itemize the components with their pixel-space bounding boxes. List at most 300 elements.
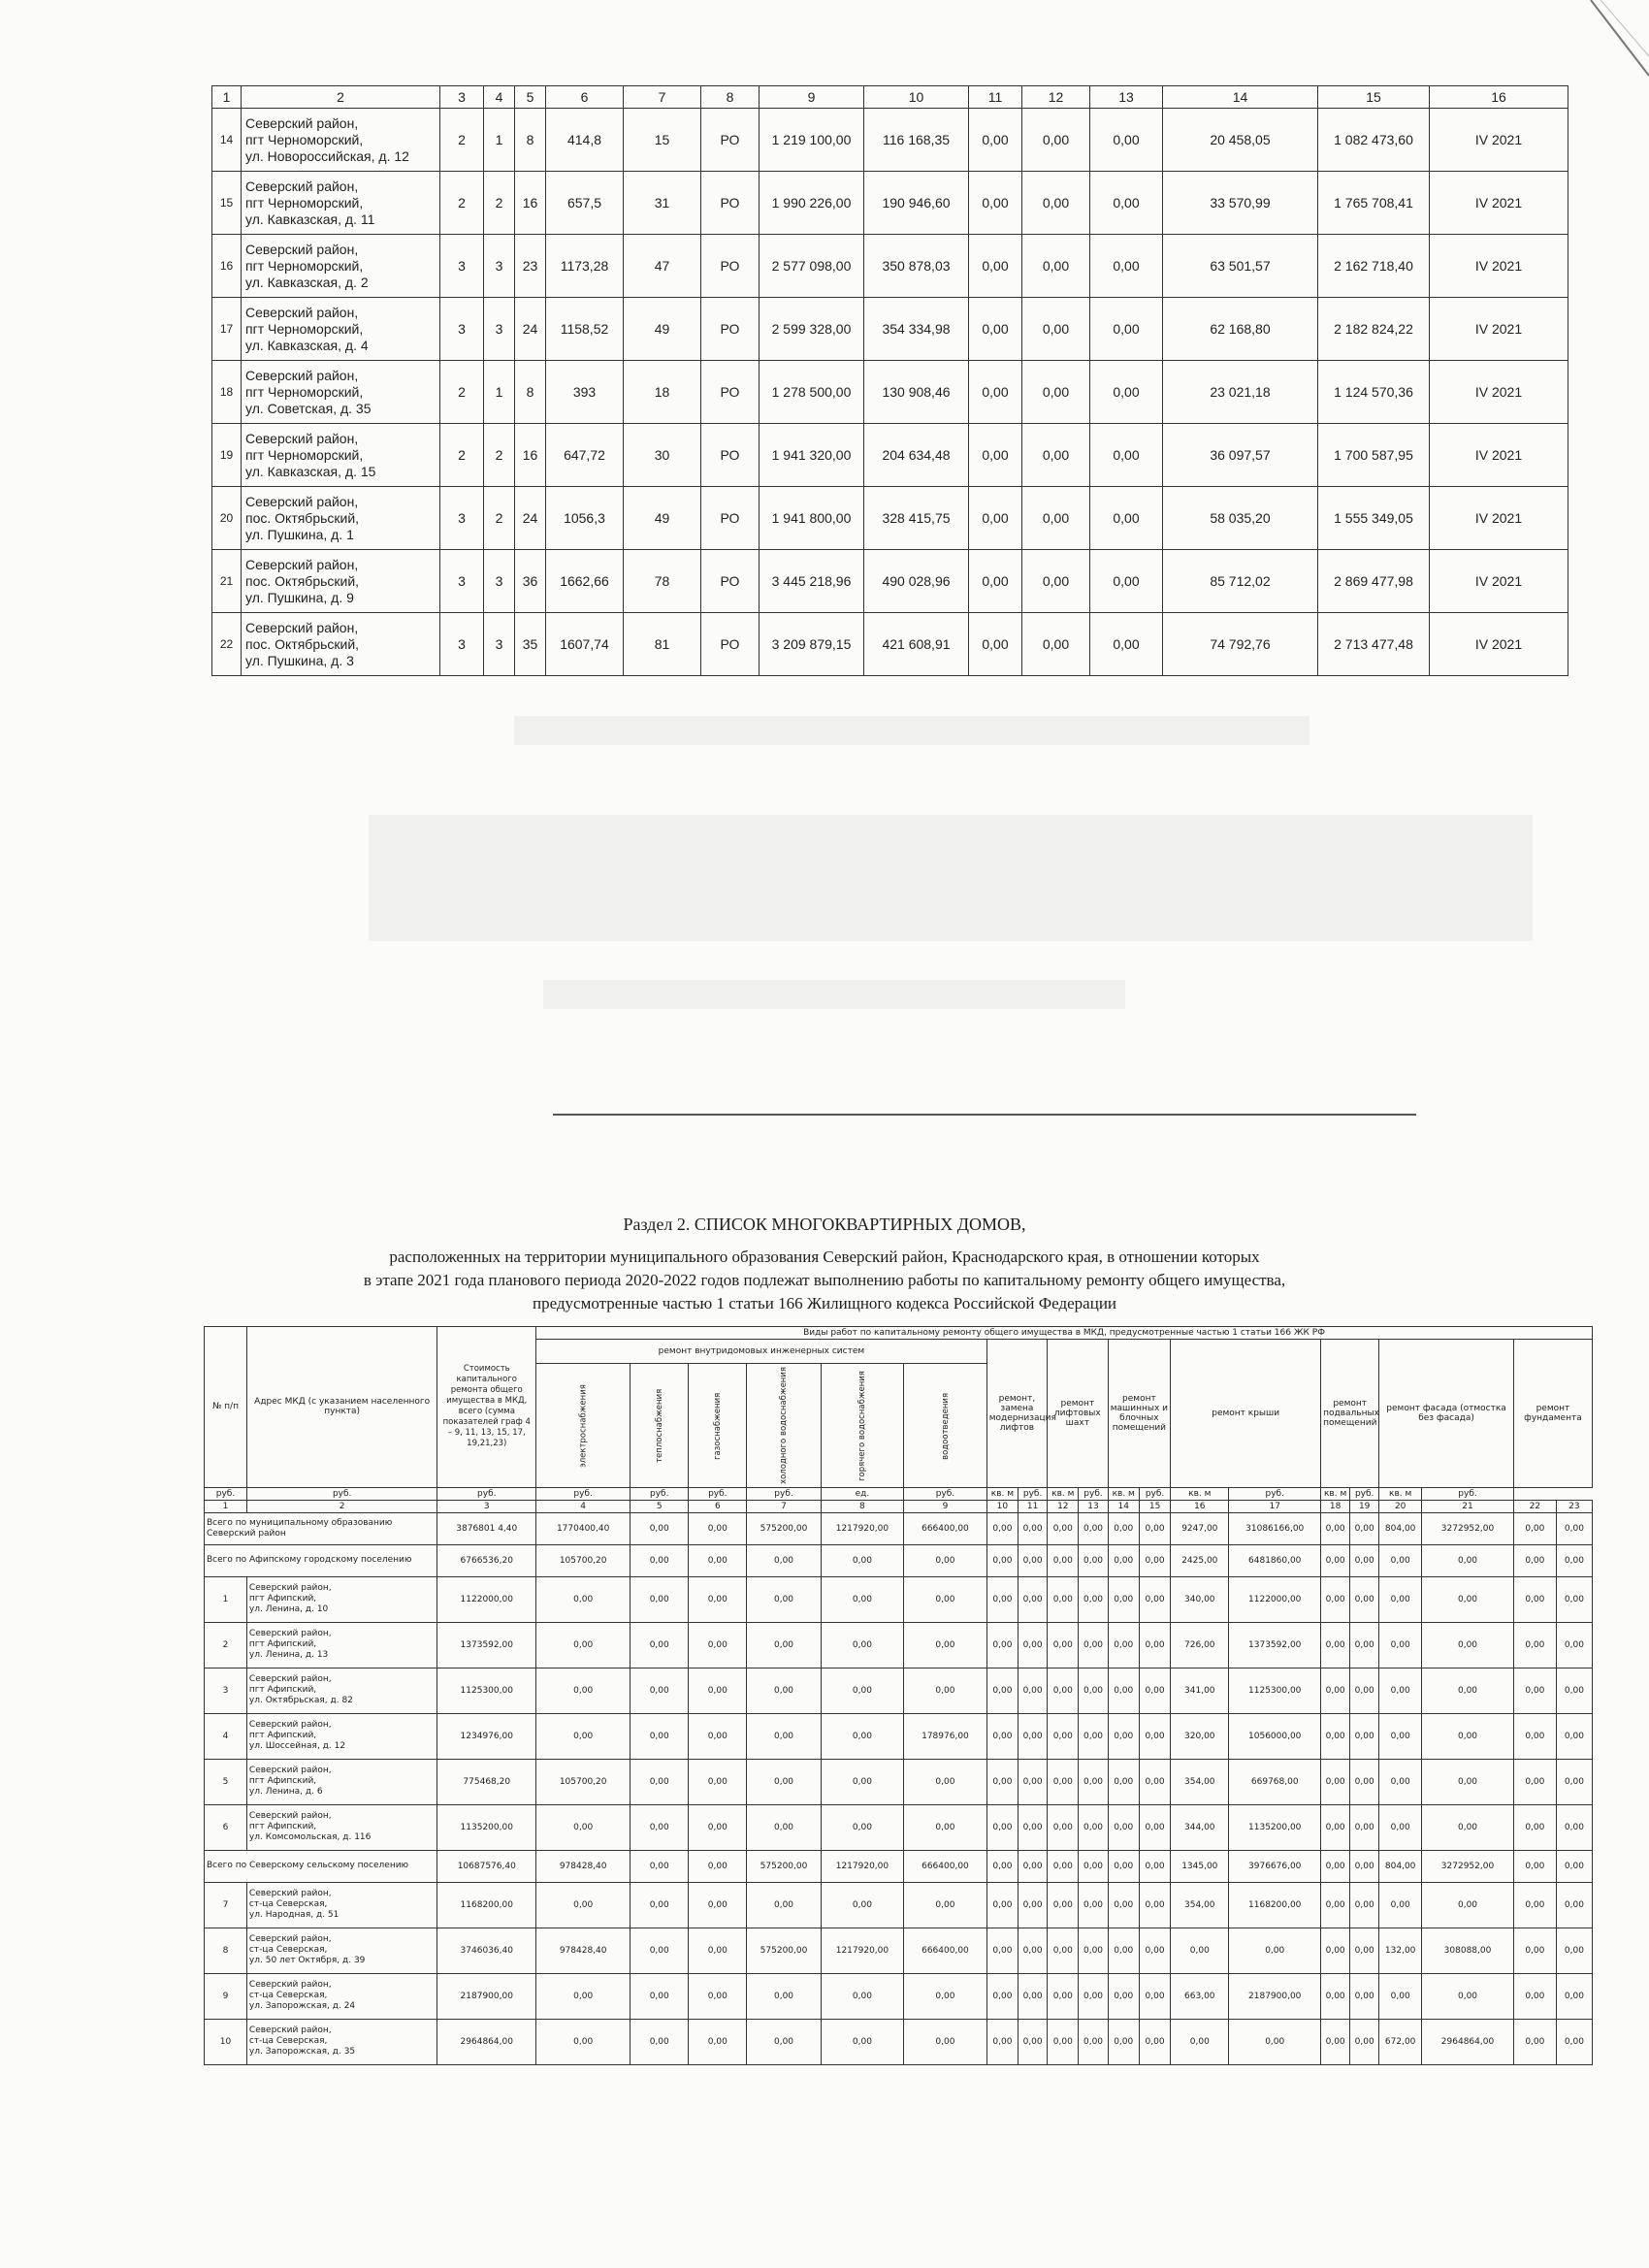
value-cell: 1217920,00 bbox=[821, 1512, 904, 1544]
address-line: пгт Афипский, bbox=[248, 1822, 317, 1832]
column-number: 11 bbox=[969, 86, 1022, 109]
column-number: 16 bbox=[1171, 1500, 1229, 1512]
column-number: 6 bbox=[546, 86, 624, 109]
value-cell: 0,00 bbox=[1556, 1713, 1592, 1759]
value-cell: 320,00 bbox=[1171, 1713, 1229, 1759]
value-cell: 0,00 bbox=[1513, 1882, 1556, 1928]
value-cell: 0,00 bbox=[747, 1882, 821, 1928]
address-line: Северский район, bbox=[245, 619, 359, 635]
value-cell: 3 bbox=[440, 550, 484, 613]
value-cell: 0,00 bbox=[821, 1713, 904, 1759]
value-cell: 20 458,05 bbox=[1163, 109, 1318, 172]
address-line: ул. Народная, д. 51 bbox=[248, 1910, 340, 1921]
unit-cell: кв. м bbox=[1108, 1487, 1139, 1500]
value-cell: 666400,00 bbox=[904, 1928, 987, 1973]
value-cell: 0,00 bbox=[1108, 1804, 1139, 1850]
col-header-roof: ремонт крыши bbox=[1171, 1340, 1321, 1488]
column-number: 3 bbox=[440, 86, 484, 109]
column-number: 14 bbox=[1108, 1500, 1139, 1512]
value-cell: РО bbox=[701, 613, 760, 676]
value-cell: 0,00 bbox=[1556, 1882, 1592, 1928]
value-cell: 0,00 bbox=[1556, 1759, 1592, 1804]
unit-cell: руб. bbox=[747, 1487, 821, 1500]
address-line: ул. Ленина, д. 13 bbox=[248, 1650, 329, 1661]
value-cell: 3 bbox=[440, 613, 484, 676]
column-number-row bbox=[205, 1500, 1593, 1512]
value-cell: 63 501,57 bbox=[1163, 235, 1318, 298]
value-cell: 0,00 bbox=[689, 1668, 747, 1713]
value-cell: 0,00 bbox=[1022, 109, 1090, 172]
row-number: 7 bbox=[205, 1882, 247, 1928]
value-cell: 0,00 bbox=[1018, 1668, 1048, 1713]
value-cell: 0,00 bbox=[1108, 1512, 1139, 1544]
value-cell: 0,00 bbox=[1108, 1544, 1139, 1576]
value-cell: 0,00 bbox=[969, 613, 1022, 676]
faded-ghost-text bbox=[514, 716, 1310, 745]
col-header-cold-water: холодного водоснабжения bbox=[747, 1364, 821, 1488]
value-cell: 2187900,00 bbox=[437, 1973, 536, 2019]
value-cell: 0,00 bbox=[821, 1882, 904, 1928]
value-cell: 669768,00 bbox=[1229, 1759, 1321, 1804]
value-cell: 0,00 bbox=[689, 1544, 747, 1576]
address-cell bbox=[242, 613, 440, 676]
value-cell: 0,00 bbox=[1513, 1973, 1556, 2019]
address-line: пгт Черноморский, bbox=[245, 320, 364, 337]
column-number: 6 bbox=[689, 1500, 747, 1512]
address-cell bbox=[246, 1804, 436, 1850]
column-number: 2 bbox=[242, 86, 440, 109]
address-line: Северский район, bbox=[248, 1766, 332, 1776]
row-number: 2 bbox=[205, 1622, 247, 1668]
value-cell: 0,00 bbox=[689, 1576, 747, 1622]
col-header-gas: газоснабжения bbox=[689, 1364, 747, 1488]
value-cell: IV 2021 bbox=[1430, 550, 1568, 613]
value-cell: 0,00 bbox=[1422, 1804, 1514, 1850]
value-cell: 0,00 bbox=[1022, 298, 1090, 361]
col-header-machine-rooms: ремонт машинных и блочных помещений bbox=[1108, 1340, 1171, 1488]
value-cell: 0,00 bbox=[1422, 1713, 1514, 1759]
value-cell: 0,00 bbox=[747, 1759, 821, 1804]
address-line: пгт Черноморский, bbox=[245, 446, 364, 463]
value-cell: 575200,00 bbox=[747, 1850, 821, 1882]
value-cell: 0,00 bbox=[986, 1973, 1018, 2019]
col-header-shafts: ремонт лифтовых шахт bbox=[1048, 1340, 1108, 1488]
table-row bbox=[205, 1928, 1593, 1973]
value-cell: 0,00 bbox=[1350, 1512, 1379, 1544]
value-cell: 0,00 bbox=[1229, 2019, 1321, 2064]
value-cell: 0,00 bbox=[689, 1713, 747, 1759]
value-cell: 0,00 bbox=[1108, 1576, 1139, 1622]
address-line: Северский район, bbox=[245, 430, 359, 446]
value-cell: 1217920,00 bbox=[821, 1850, 904, 1882]
unit-cell: руб. bbox=[1350, 1487, 1379, 1500]
unit-cell: ед. bbox=[821, 1487, 904, 1500]
value-cell: 0,00 bbox=[1139, 1804, 1170, 1850]
column-number: 9 bbox=[904, 1500, 987, 1512]
value-cell: 0,00 bbox=[969, 550, 1022, 613]
row-number: 21 bbox=[212, 550, 242, 613]
value-cell: 0,00 bbox=[904, 1544, 987, 1576]
value-cell: 0,00 bbox=[821, 1668, 904, 1713]
value-cell: 0,00 bbox=[1108, 1973, 1139, 2019]
value-cell: 0,00 bbox=[1048, 1759, 1079, 1804]
value-cell: 0,00 bbox=[1139, 1668, 1170, 1713]
address-line: пос. Октябрьский, bbox=[245, 635, 360, 652]
value-cell: 0,00 bbox=[986, 1882, 1018, 1928]
row-number: 18 bbox=[212, 361, 242, 424]
table-row bbox=[212, 235, 1568, 298]
value-cell: 0,00 bbox=[969, 172, 1022, 235]
value-cell: 0,00 bbox=[1556, 1928, 1592, 1973]
value-cell: 0,00 bbox=[1350, 1576, 1379, 1622]
value-cell: 0,00 bbox=[536, 1882, 630, 1928]
value-cell: 0,00 bbox=[1079, 1668, 1108, 1713]
value-cell: 3 445 218,96 bbox=[760, 550, 864, 613]
value-cell: 1135200,00 bbox=[1229, 1804, 1321, 1850]
value-cell: 0,00 bbox=[747, 1804, 821, 1850]
value-cell: 1 124 570,36 bbox=[1318, 361, 1430, 424]
unit-cell: руб. bbox=[205, 1487, 247, 1500]
column-number: 3 bbox=[437, 1500, 536, 1512]
value-cell: 0,00 bbox=[536, 1576, 630, 1622]
address-cell bbox=[246, 2019, 436, 2064]
value-cell: 804,00 bbox=[1379, 1512, 1422, 1544]
value-cell: 0,00 bbox=[1079, 1622, 1108, 1668]
value-cell: 0,00 bbox=[1079, 1759, 1108, 1804]
address-cell bbox=[246, 1576, 436, 1622]
value-cell: 0,00 bbox=[1513, 1512, 1556, 1544]
value-cell: 0,00 bbox=[1108, 2019, 1139, 2064]
value-cell: 0,00 bbox=[821, 1973, 904, 2019]
address-cell bbox=[246, 1668, 436, 1713]
value-cell: 0,00 bbox=[1513, 1576, 1556, 1622]
value-cell: 1056000,00 bbox=[1229, 1713, 1321, 1759]
row-number: 14 bbox=[212, 109, 242, 172]
value-cell: 0,00 bbox=[689, 1622, 747, 1668]
value-cell: 3 bbox=[440, 487, 484, 550]
value-cell: 0,00 bbox=[630, 1512, 689, 1544]
subtotal-label: Всего по муниципальному образованию Северский район bbox=[205, 1512, 437, 1544]
value-cell: 0,00 bbox=[1139, 1850, 1170, 1882]
value-cell: 0,00 bbox=[1350, 1804, 1379, 1850]
faded-ghost-text bbox=[369, 815, 1533, 941]
column-number: 13 bbox=[1090, 86, 1163, 109]
value-cell: IV 2021 bbox=[1430, 109, 1568, 172]
value-cell: РО bbox=[701, 424, 760, 487]
value-cell: 0,00 bbox=[630, 1804, 689, 1850]
column-number: 10 bbox=[986, 1500, 1018, 1512]
value-cell: 666400,00 bbox=[904, 1512, 987, 1544]
address-line: ст-ца Северская, bbox=[248, 2036, 328, 2047]
address-line: пгт Афипский, bbox=[248, 1731, 317, 1741]
value-cell: РО bbox=[701, 361, 760, 424]
value-cell: 2425,00 bbox=[1171, 1544, 1229, 1576]
value-cell: 58 035,20 bbox=[1163, 487, 1318, 550]
value-cell: 0,00 bbox=[1139, 1882, 1170, 1928]
subtotal-label: Всего по Северскому сельскому поселению bbox=[205, 1850, 437, 1882]
value-cell: 0,00 bbox=[1079, 1850, 1108, 1882]
column-number: 9 bbox=[760, 86, 864, 109]
value-cell: 0,00 bbox=[1350, 1973, 1379, 2019]
value-cell: 2 bbox=[440, 109, 484, 172]
value-cell: 35 bbox=[515, 613, 546, 676]
value-cell: 0,00 bbox=[1018, 1850, 1048, 1882]
value-cell: 1 082 473,60 bbox=[1318, 109, 1430, 172]
value-cell: 0,00 bbox=[1321, 1544, 1350, 1576]
unit-cell: кв. м bbox=[1048, 1487, 1079, 1500]
value-cell: 2 713 477,48 bbox=[1318, 613, 1430, 676]
value-cell: 0,00 bbox=[1422, 1622, 1514, 1668]
row-number: 19 bbox=[212, 424, 242, 487]
row-number: 9 bbox=[205, 1973, 247, 2019]
value-cell: 0,00 bbox=[1321, 1928, 1350, 1973]
value-cell: 0,00 bbox=[747, 1668, 821, 1713]
value-cell: 0,00 bbox=[1048, 2019, 1079, 2064]
value-cell: 2 bbox=[484, 424, 515, 487]
value-cell: 1168200,00 bbox=[1229, 1882, 1321, 1928]
value-cell: 0,00 bbox=[1079, 1973, 1108, 2019]
value-cell: 0,00 bbox=[1048, 1882, 1079, 1928]
value-cell: 0,00 bbox=[1513, 1668, 1556, 1713]
houses-table-section2 bbox=[204, 1326, 1593, 2065]
value-cell: 0,00 bbox=[1321, 1622, 1350, 1668]
subtotal-row bbox=[205, 1850, 1593, 1882]
table-row bbox=[212, 109, 1568, 172]
address-line: Северский район, bbox=[248, 1583, 332, 1594]
column-number: 4 bbox=[536, 1500, 630, 1512]
value-cell: 0,00 bbox=[1321, 1759, 1350, 1804]
value-cell: 1 700 587,95 bbox=[1318, 424, 1430, 487]
value-cell: 0,00 bbox=[630, 1928, 689, 1973]
value-cell: 0,00 bbox=[630, 1882, 689, 1928]
address-line: ул. Советская, д. 35 bbox=[245, 400, 372, 416]
value-cell: 0,00 bbox=[536, 1973, 630, 2019]
value-cell: 0,00 bbox=[904, 1759, 987, 1804]
value-cell: 0,00 bbox=[904, 1882, 987, 1928]
value-cell: 0,00 bbox=[1350, 1882, 1379, 1928]
value-cell: 0,00 bbox=[689, 1928, 747, 1973]
column-number: 4 bbox=[484, 86, 515, 109]
value-cell: 0,00 bbox=[1018, 2019, 1048, 2064]
unit-cell: руб. bbox=[904, 1487, 987, 1500]
value-cell: 0,00 bbox=[1379, 1668, 1422, 1713]
value-cell: 0,00 bbox=[904, 2019, 987, 2064]
address-line: ул. Кавказская, д. 15 bbox=[245, 463, 376, 479]
value-cell: 0,00 bbox=[630, 1850, 689, 1882]
value-cell: 354 334,98 bbox=[864, 298, 969, 361]
value-cell: 1122000,00 bbox=[437, 1576, 536, 1622]
value-cell: 0,00 bbox=[1139, 1544, 1170, 1576]
address-line: ул. Октябрьская, д. 82 bbox=[248, 1696, 353, 1706]
value-cell: 1122000,00 bbox=[1229, 1576, 1321, 1622]
subtotal-label: Всего по Афипскому городскому поселению bbox=[205, 1544, 437, 1576]
value-cell: 0,00 bbox=[1079, 1713, 1108, 1759]
value-cell: 178976,00 bbox=[904, 1713, 987, 1759]
value-cell: 0,00 bbox=[969, 487, 1022, 550]
value-cell: 0,00 bbox=[630, 1668, 689, 1713]
value-cell: 0,00 bbox=[1556, 1544, 1592, 1576]
col-header-heating: теплоснабжения bbox=[630, 1364, 689, 1488]
value-cell: 24 bbox=[515, 487, 546, 550]
value-cell: 340,00 bbox=[1171, 1576, 1229, 1622]
col-header-basement: ремонт подвальных помещений bbox=[1321, 1340, 1379, 1488]
value-cell: 2 577 098,00 bbox=[760, 235, 864, 298]
value-cell: 0,00 bbox=[1018, 1928, 1048, 1973]
value-cell: 0,00 bbox=[1422, 1576, 1514, 1622]
value-cell: 3 bbox=[440, 235, 484, 298]
value-cell: 81 bbox=[624, 613, 701, 676]
value-cell: 0,00 bbox=[821, 1804, 904, 1850]
value-cell: 0,00 bbox=[1108, 1713, 1139, 1759]
column-number: 21 bbox=[1422, 1500, 1514, 1512]
table-row bbox=[212, 550, 1568, 613]
column-number: 23 bbox=[1556, 1500, 1592, 1512]
table-row bbox=[212, 424, 1568, 487]
value-cell: 0,00 bbox=[1350, 1668, 1379, 1713]
value-cell: 1 941 800,00 bbox=[760, 487, 864, 550]
address-line: Северский район, bbox=[245, 556, 359, 572]
value-cell: 49 bbox=[624, 298, 701, 361]
col-header-works: Виды работ по капитальному ремонту общего имущества в МКД, предусмотренные частью 1 статьи 166 ЖК РФ bbox=[536, 1327, 1593, 1340]
value-cell: 0,00 bbox=[1379, 1759, 1422, 1804]
address-line: Северский район, bbox=[248, 1674, 332, 1685]
value-cell: 0,00 bbox=[1090, 172, 1163, 235]
value-cell: 0,00 bbox=[747, 1576, 821, 1622]
value-cell: 0,00 bbox=[821, 2019, 904, 2064]
value-cell: 1 941 320,00 bbox=[760, 424, 864, 487]
address-line: ул. Ленина, д. 10 bbox=[248, 1604, 329, 1615]
value-cell: 0,00 bbox=[1048, 1622, 1079, 1668]
value-cell: 0,00 bbox=[1513, 1850, 1556, 1882]
value-cell: 8 bbox=[515, 361, 546, 424]
address-line: Северский район, bbox=[245, 304, 359, 320]
unit-cell: руб. bbox=[536, 1487, 630, 1500]
value-cell: 0,00 bbox=[904, 1668, 987, 1713]
row-number: 6 bbox=[205, 1804, 247, 1850]
value-cell: 0,00 bbox=[1079, 2019, 1108, 2064]
address-line: Северский район, bbox=[245, 114, 359, 131]
row-number: 10 bbox=[205, 2019, 247, 2064]
table-row bbox=[205, 1576, 1593, 1622]
value-cell: 105700,20 bbox=[536, 1544, 630, 1576]
value-cell: 0,00 bbox=[821, 1544, 904, 1576]
value-cell: 978428,40 bbox=[536, 1928, 630, 1973]
table-row bbox=[212, 487, 1568, 550]
value-cell: 1662,66 bbox=[546, 550, 624, 613]
value-cell: 0,00 bbox=[1139, 2019, 1170, 2064]
address-cell bbox=[246, 1928, 436, 1973]
column-number: 5 bbox=[515, 86, 546, 109]
value-cell: 0,00 bbox=[1022, 487, 1090, 550]
address-line: ст-ца Северская, bbox=[248, 1991, 328, 2001]
address-line: Северский район, bbox=[248, 1811, 332, 1822]
value-cell: 0,00 bbox=[1350, 1928, 1379, 1973]
value-cell: 3272952,00 bbox=[1422, 1512, 1514, 1544]
value-cell: 0,00 bbox=[1022, 550, 1090, 613]
section2-title: Раздел 2. СПИСОК МНОГОКВАРТИРНЫХ ДОМОВ, bbox=[623, 1215, 1026, 1234]
value-cell: 0,00 bbox=[1139, 1622, 1170, 1668]
address-line: ул. Новороссийская, д. 12 bbox=[245, 147, 409, 164]
value-cell: 0,00 bbox=[536, 1622, 630, 1668]
value-cell: 0,00 bbox=[1018, 1576, 1048, 1622]
value-cell: IV 2021 bbox=[1430, 424, 1568, 487]
table-header-row bbox=[212, 86, 1568, 109]
value-cell: 0,00 bbox=[1422, 1544, 1514, 1576]
value-cell: 1 bbox=[484, 361, 515, 424]
column-number: 11 bbox=[1018, 1500, 1048, 1512]
value-cell: 0,00 bbox=[1556, 1512, 1592, 1544]
value-cell: 0,00 bbox=[747, 1713, 821, 1759]
value-cell: 657,5 bbox=[546, 172, 624, 235]
value-cell: 0,00 bbox=[904, 1804, 987, 1850]
unit-cell: руб. bbox=[1139, 1487, 1170, 1500]
value-cell: 0,00 bbox=[1321, 1973, 1350, 2019]
table-row bbox=[205, 1973, 1593, 2019]
value-cell: 74 792,76 bbox=[1163, 613, 1318, 676]
value-cell: 0,00 bbox=[1379, 1973, 1422, 2019]
address-line: ул. Пушкина, д. 3 bbox=[245, 652, 354, 668]
value-cell: 0,00 bbox=[1139, 1759, 1170, 1804]
col-header-foundation: ремонт фундамента bbox=[1513, 1340, 1592, 1488]
value-cell: РО bbox=[701, 235, 760, 298]
value-cell: 0,00 bbox=[1090, 424, 1163, 487]
value-cell: 2 bbox=[440, 361, 484, 424]
value-cell: 9247,00 bbox=[1171, 1512, 1229, 1544]
column-number: 14 bbox=[1163, 86, 1318, 109]
value-cell: 666400,00 bbox=[904, 1850, 987, 1882]
value-cell: 16 bbox=[515, 172, 546, 235]
table-row bbox=[205, 1882, 1593, 1928]
value-cell: 2 182 824,22 bbox=[1318, 298, 1430, 361]
value-cell: 0,00 bbox=[1422, 1668, 1514, 1713]
value-cell: IV 2021 bbox=[1430, 235, 1568, 298]
address-line: ст-ца Северская, bbox=[248, 1945, 328, 1956]
column-number: 16 bbox=[1430, 86, 1568, 109]
value-cell: 47 bbox=[624, 235, 701, 298]
address-cell bbox=[246, 1713, 436, 1759]
value-cell: 0,00 bbox=[630, 1973, 689, 2019]
value-cell: 0,00 bbox=[1321, 1804, 1350, 1850]
section2-subtitle-line2: в этапе 2021 года планового периода 2020-2022 годов подлежат выполнению работы по капитальному ремонту общего имущества, bbox=[363, 1271, 1286, 1289]
value-cell: 0,00 bbox=[1018, 1512, 1048, 1544]
address-cell bbox=[242, 298, 440, 361]
value-cell: IV 2021 bbox=[1430, 487, 1568, 550]
value-cell: 0,00 bbox=[1422, 1973, 1514, 2019]
value-cell: 0,00 bbox=[1556, 1804, 1592, 1850]
value-cell: 0,00 bbox=[536, 1804, 630, 1850]
value-cell: 0,00 bbox=[1321, 1850, 1350, 1882]
col-header-lifts: ремонт, замена модернизация лифтов bbox=[986, 1340, 1047, 1488]
address-cell bbox=[242, 235, 440, 298]
value-cell: 1056,3 bbox=[546, 487, 624, 550]
value-cell: 0,00 bbox=[630, 1576, 689, 1622]
table-row bbox=[212, 172, 1568, 235]
value-cell: 62 168,80 bbox=[1163, 298, 1318, 361]
value-cell: 0,00 bbox=[1422, 1882, 1514, 1928]
address-cell bbox=[246, 1759, 436, 1804]
value-cell: 0,00 bbox=[1090, 298, 1163, 361]
houses-table-part1 bbox=[211, 85, 1568, 676]
value-cell: 308088,00 bbox=[1422, 1928, 1514, 1973]
value-cell: 204 634,48 bbox=[864, 424, 969, 487]
value-cell: 0,00 bbox=[1556, 1576, 1592, 1622]
col-header-address: Адрес МКД (с указанием населенного пункта) bbox=[246, 1327, 436, 1488]
value-cell: 0,00 bbox=[969, 109, 1022, 172]
value-cell: 0,00 bbox=[1350, 1759, 1379, 1804]
unit-cell: кв. м bbox=[1171, 1487, 1229, 1500]
row-number: 4 bbox=[205, 1713, 247, 1759]
address-line: ул. 50 лет Октября, д. 39 bbox=[248, 1956, 366, 1966]
